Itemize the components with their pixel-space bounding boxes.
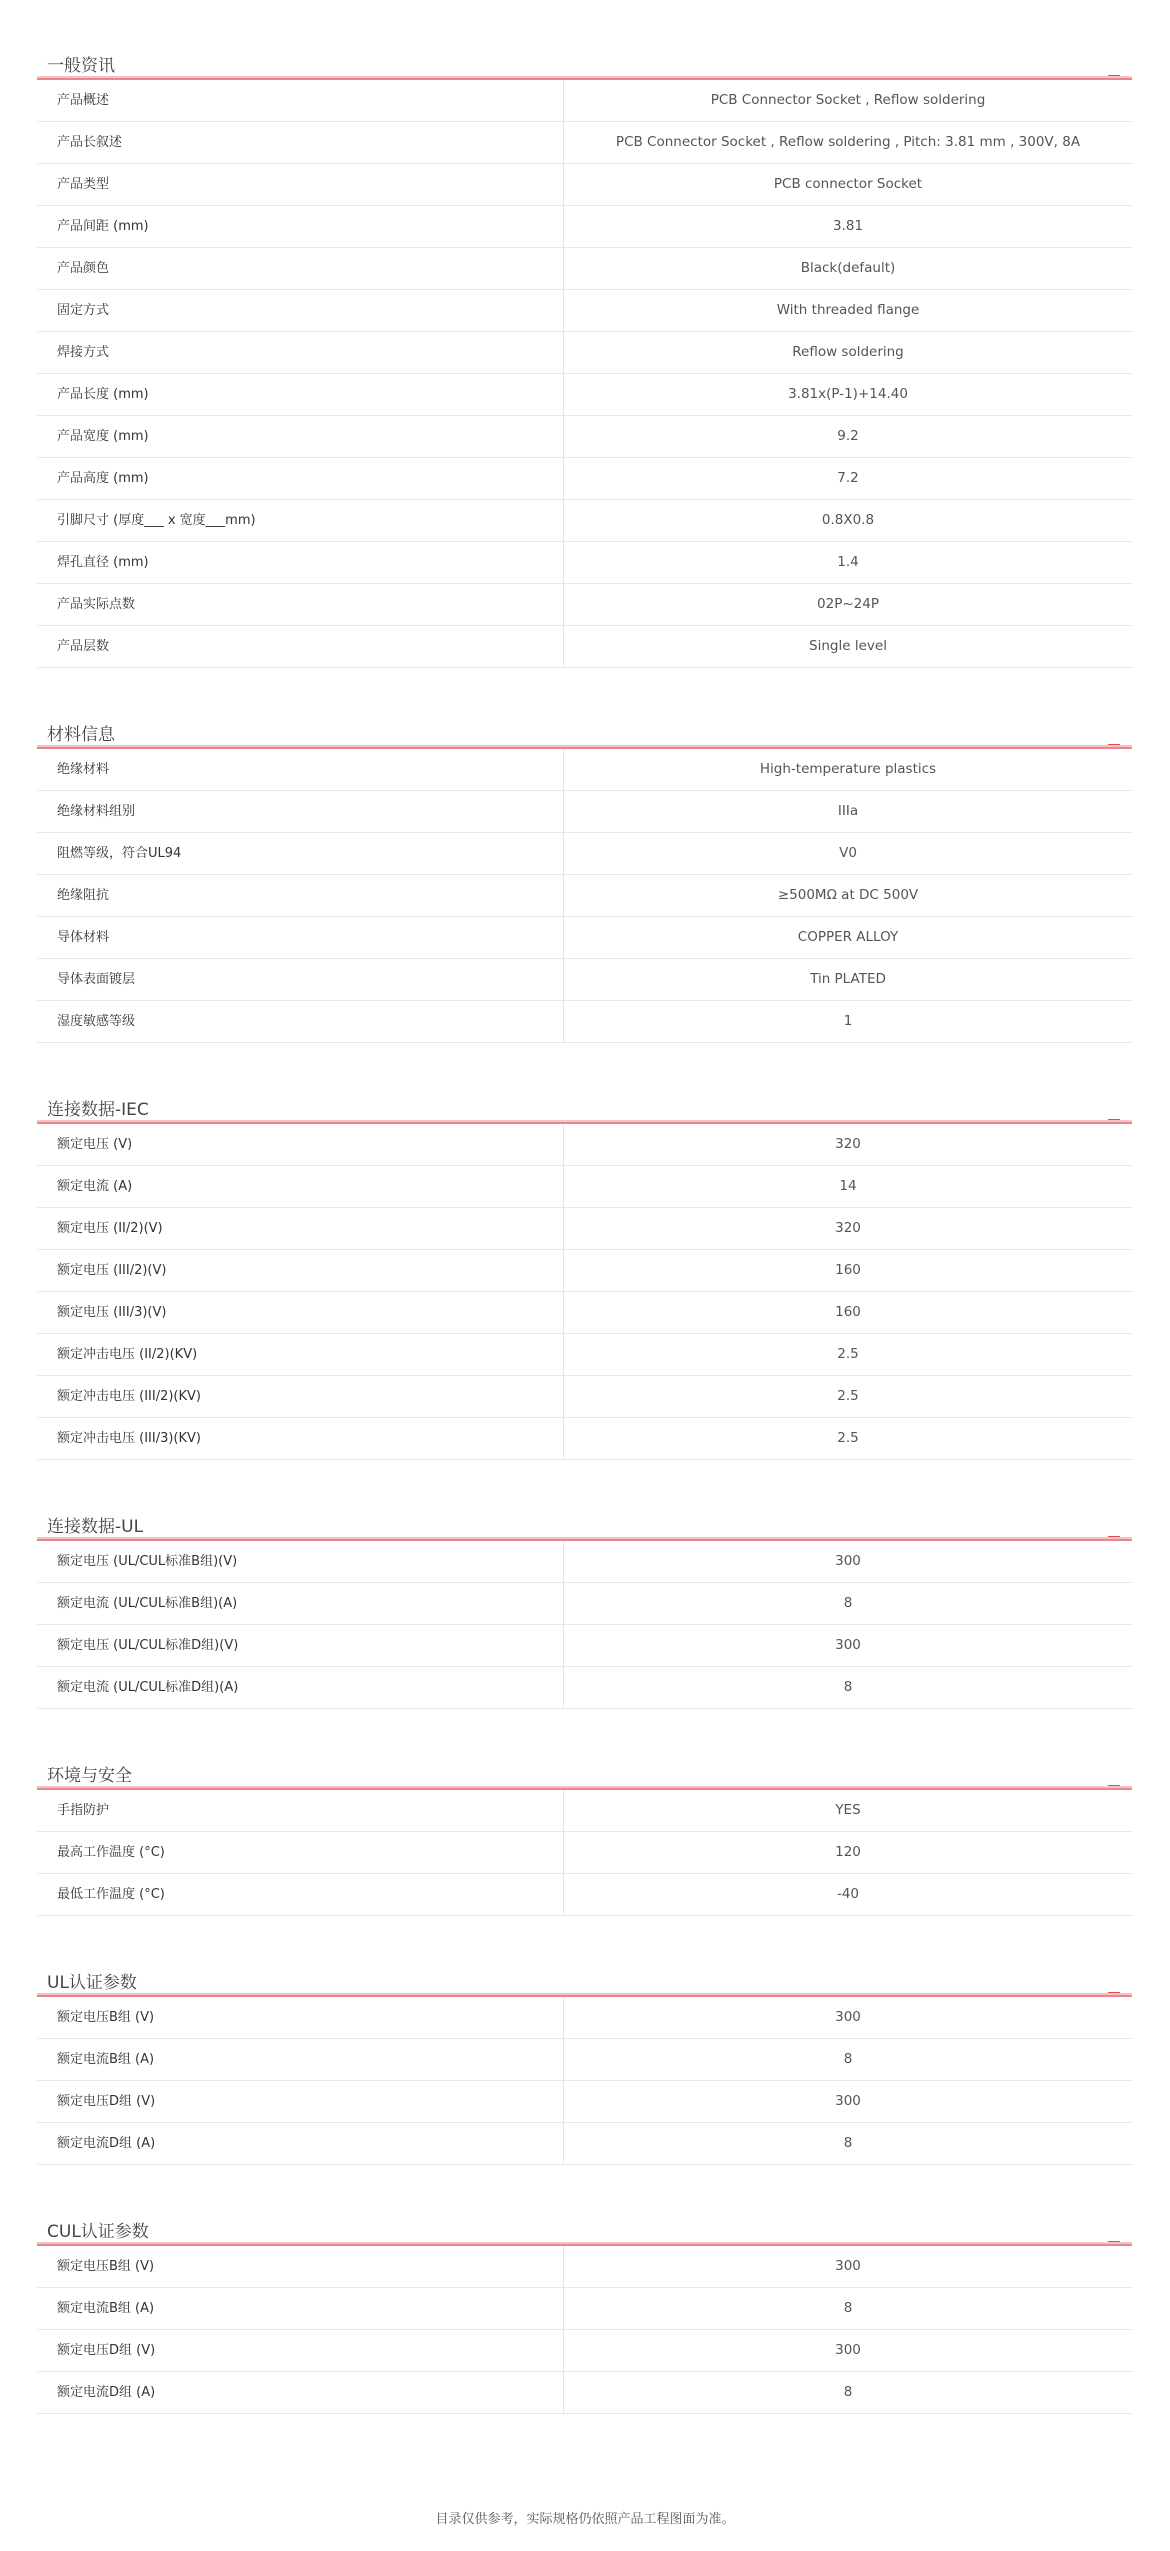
spec-value: 8 <box>843 1595 853 1611</box>
spec-row <box>37 749 1132 791</box>
spec-row <box>37 626 1132 668</box>
spec-row <box>37 1583 1132 1625</box>
spec-value: Black(default) <box>800 260 896 276</box>
spec-label: 额定电压B组 (V) <box>37 1997 564 2038</box>
spec-row <box>37 833 1132 875</box>
spec-value: 0.8X0.8 <box>821 512 875 528</box>
spec-value: 8 <box>843 2300 853 2316</box>
section-divider <box>37 747 1132 749</box>
section-header[interactable] <box>37 702 1132 749</box>
spec-row <box>37 1208 1132 1250</box>
spec-label: 额定冲击电压 (III/3)(KV) <box>37 1418 564 1459</box>
spec-label: 产品层数 <box>37 626 564 667</box>
spec-label: 产品长叙述 <box>37 122 564 163</box>
spec-row <box>37 1166 1132 1208</box>
spec-section <box>37 1743 1132 1916</box>
spec-label: 手指防护 <box>37 1790 564 1831</box>
section-header[interactable] <box>37 1950 1132 1997</box>
spec-value: COPPER ALLOY <box>797 929 899 945</box>
spec-value: 8 <box>843 2135 853 2151</box>
spec-row <box>37 1418 1132 1460</box>
spec-label: 焊接方式 <box>37 332 564 373</box>
spec-label: 额定电压D组 (V) <box>37 2330 564 2371</box>
spec-label: 额定电压 (UL/CUL标准B组)(V) <box>37 1541 564 1582</box>
spec-row <box>37 1667 1132 1709</box>
spec-value: PCB Connector Socket , Reflow soldering , Pitch: 3.81 mm , 300V, 8A <box>615 134 1081 150</box>
spec-sheet <box>37 0 1132 2414</box>
spec-label: 额定电压 (UL/CUL标准D组)(V) <box>37 1625 564 1666</box>
section-divider <box>37 1539 1132 1541</box>
spec-value: 7.2 <box>837 470 859 486</box>
spec-value: 3.81x(P-1)+14.40 <box>788 386 908 402</box>
section-title: 材料信息 <box>47 725 115 745</box>
spec-value: 2.5 <box>837 1430 859 1446</box>
spec-value: 14 <box>839 1178 857 1194</box>
spec-label: 额定电压 (III/2)(V) <box>37 1250 564 1291</box>
spec-value: 2.5 <box>837 1346 859 1362</box>
collapse-icon[interactable] <box>1108 1119 1120 1121</box>
spec-section <box>37 1494 1132 1709</box>
spec-label: 额定冲击电压 (II/2)(KV) <box>37 1334 564 1375</box>
collapse-icon[interactable] <box>1108 75 1120 77</box>
spec-label: 额定电压D组 (V) <box>37 2081 564 2122</box>
spec-value: 2.5 <box>837 1388 859 1404</box>
section-title: UL认证参数 <box>47 1973 137 1993</box>
footer-note: 目录仅供参考，实际规格仍依照产品工程图面为准。 <box>435 2512 735 2527</box>
spec-row <box>37 1250 1132 1292</box>
spec-label: 导体表面镀层 <box>37 959 564 1000</box>
spec-row <box>37 1541 1132 1583</box>
spec-value: 8 <box>843 1679 853 1695</box>
spec-row <box>37 206 1132 248</box>
spec-section <box>37 33 1132 668</box>
spec-row <box>37 2246 1132 2288</box>
spec-value: 8 <box>843 2384 853 2400</box>
spec-section <box>37 2199 1132 2414</box>
spec-row <box>37 1790 1132 1832</box>
spec-value: 300 <box>835 2093 861 2109</box>
collapse-icon[interactable] <box>1108 2241 1120 2243</box>
spec-row <box>37 584 1132 626</box>
spec-label: 绝缘材料组别 <box>37 791 564 832</box>
spec-label: 阻燃等级，符合UL94 <box>37 833 564 874</box>
spec-row <box>37 1874 1132 1916</box>
spec-label: 额定电压 (II/2)(V) <box>37 1208 564 1249</box>
spec-row <box>37 1997 1132 2039</box>
spec-label: 额定电流 (UL/CUL标准B组)(A) <box>37 1583 564 1624</box>
spec-label: 产品间距 (mm) <box>37 206 564 247</box>
spec-row <box>37 1124 1132 1166</box>
section-header[interactable] <box>37 1077 1132 1124</box>
spec-value: 300 <box>835 2009 861 2025</box>
spec-row <box>37 248 1132 290</box>
spec-value: 9.2 <box>837 428 859 444</box>
spec-row <box>37 500 1132 542</box>
spec-row <box>37 1001 1132 1043</box>
spec-value: 8 <box>843 2051 853 2067</box>
section-header[interactable] <box>37 33 1132 80</box>
collapse-icon[interactable] <box>1108 1785 1120 1787</box>
spec-value: YES <box>835 1802 861 1818</box>
spec-value: PCB connector Socket <box>773 176 923 192</box>
section-title: 环境与安全 <box>47 1766 132 1786</box>
spec-value: Single level <box>809 638 887 654</box>
spec-value: Reflow soldering <box>792 344 904 360</box>
section-header[interactable] <box>37 1743 1132 1790</box>
spec-row <box>37 1376 1132 1418</box>
spec-label: 产品长度 (mm) <box>37 374 564 415</box>
spec-row <box>37 1625 1132 1667</box>
spec-label: 固定方式 <box>37 290 564 331</box>
spec-value: IIIa <box>837 803 859 819</box>
spec-label: 引脚尺寸 (厚度___ x 宽度___mm) <box>37 500 564 541</box>
spec-value: PCB Connector Socket , Reflow soldering <box>710 92 986 108</box>
spec-row <box>37 374 1132 416</box>
spec-row <box>37 959 1132 1001</box>
spec-value: 300 <box>835 2258 861 2274</box>
spec-label: 产品高度 (mm) <box>37 458 564 499</box>
spec-label: 额定电压 (V) <box>37 1124 564 1165</box>
spec-label: 最高工作温度 (°C) <box>37 1832 564 1873</box>
spec-row <box>37 2288 1132 2330</box>
spec-label: 焊孔直径 (mm) <box>37 542 564 583</box>
collapse-icon[interactable] <box>1108 744 1120 746</box>
section-title: 连接数据-IEC <box>47 1100 149 1120</box>
section-header[interactable] <box>37 1494 1132 1541</box>
spec-value: 300 <box>835 2342 861 2358</box>
spec-row <box>37 1334 1132 1376</box>
spec-row <box>37 917 1132 959</box>
spec-label: 额定电流D组 (A) <box>37 2372 564 2413</box>
section-divider <box>37 1122 1132 1124</box>
spec-row <box>37 1292 1132 1334</box>
spec-row <box>37 791 1132 833</box>
spec-row <box>37 332 1132 374</box>
spec-section <box>37 1077 1132 1460</box>
spec-value: 02P~24P <box>817 596 879 612</box>
spec-row <box>37 2123 1132 2165</box>
spec-value: 160 <box>835 1262 861 1278</box>
spec-label: 绝缘材料 <box>37 749 564 790</box>
spec-value: 320 <box>835 1220 861 1236</box>
spec-row <box>37 122 1132 164</box>
spec-value: 3.81 <box>832 218 864 234</box>
spec-label: 产品概述 <box>37 80 564 121</box>
spec-row <box>37 2039 1132 2081</box>
section-divider <box>37 1995 1132 1997</box>
spec-label: 最低工作温度 (°C) <box>37 1874 564 1915</box>
spec-label: 产品宽度 (mm) <box>37 416 564 457</box>
spec-row <box>37 2081 1132 2123</box>
spec-value: High-temperature plastics <box>759 761 937 777</box>
section-title: CUL认证参数 <box>47 2222 149 2242</box>
spec-label: 额定电流B组 (A) <box>37 2039 564 2080</box>
spec-value: -40 <box>836 1886 860 1902</box>
spec-label: 额定电流 (UL/CUL标准D组)(A) <box>37 1667 564 1708</box>
spec-section <box>37 1950 1132 2165</box>
spec-value: 320 <box>835 1136 861 1152</box>
spec-label: 产品实际点数 <box>37 584 564 625</box>
spec-row <box>37 2330 1132 2372</box>
spec-value: 300 <box>835 1553 861 1569</box>
spec-row <box>37 290 1132 332</box>
spec-value: Tin PLATED <box>810 971 886 987</box>
section-divider <box>37 1788 1132 1790</box>
spec-label: 额定电流B组 (A) <box>37 2288 564 2329</box>
spec-value: 300 <box>835 1637 861 1653</box>
spec-label: 额定电流D组 (A) <box>37 2123 564 2164</box>
section-title: 一般资讯 <box>47 56 115 76</box>
section-divider <box>37 78 1132 80</box>
spec-value: ≥500MΩ at DC 500V <box>777 887 919 903</box>
spec-label: 导体材料 <box>37 917 564 958</box>
spec-row <box>37 1832 1132 1874</box>
spec-row <box>37 542 1132 584</box>
spec-value: 120 <box>835 1844 861 1860</box>
collapse-icon[interactable] <box>1108 1992 1120 1994</box>
spec-label: 额定电压 (III/3)(V) <box>37 1292 564 1333</box>
spec-label: 产品类型 <box>37 164 564 205</box>
spec-row <box>37 458 1132 500</box>
collapse-icon[interactable] <box>1108 1536 1120 1538</box>
spec-label: 额定电流 (A) <box>37 1166 564 1207</box>
spec-value: 1 <box>843 1013 853 1029</box>
spec-row <box>37 164 1132 206</box>
spec-label: 绝缘阻抗 <box>37 875 564 916</box>
spec-label: 额定电压B组 (V) <box>37 2246 564 2287</box>
section-divider <box>37 2244 1132 2246</box>
spec-value: 1.4 <box>837 554 859 570</box>
spec-row <box>37 2372 1132 2414</box>
spec-value: With threaded flange <box>776 302 920 318</box>
section-header[interactable] <box>37 2199 1132 2246</box>
spec-row <box>37 80 1132 122</box>
spec-label: 湿度敏感等级 <box>37 1001 564 1042</box>
spec-row <box>37 875 1132 917</box>
spec-label: 产品颜色 <box>37 248 564 289</box>
spec-value: V0 <box>839 845 857 861</box>
section-title: 连接数据-UL <box>47 1517 144 1537</box>
spec-row <box>37 416 1132 458</box>
spec-value: 160 <box>835 1304 861 1320</box>
spec-section <box>37 702 1132 1043</box>
spec-label: 额定冲击电压 (III/2)(KV) <box>37 1376 564 1417</box>
